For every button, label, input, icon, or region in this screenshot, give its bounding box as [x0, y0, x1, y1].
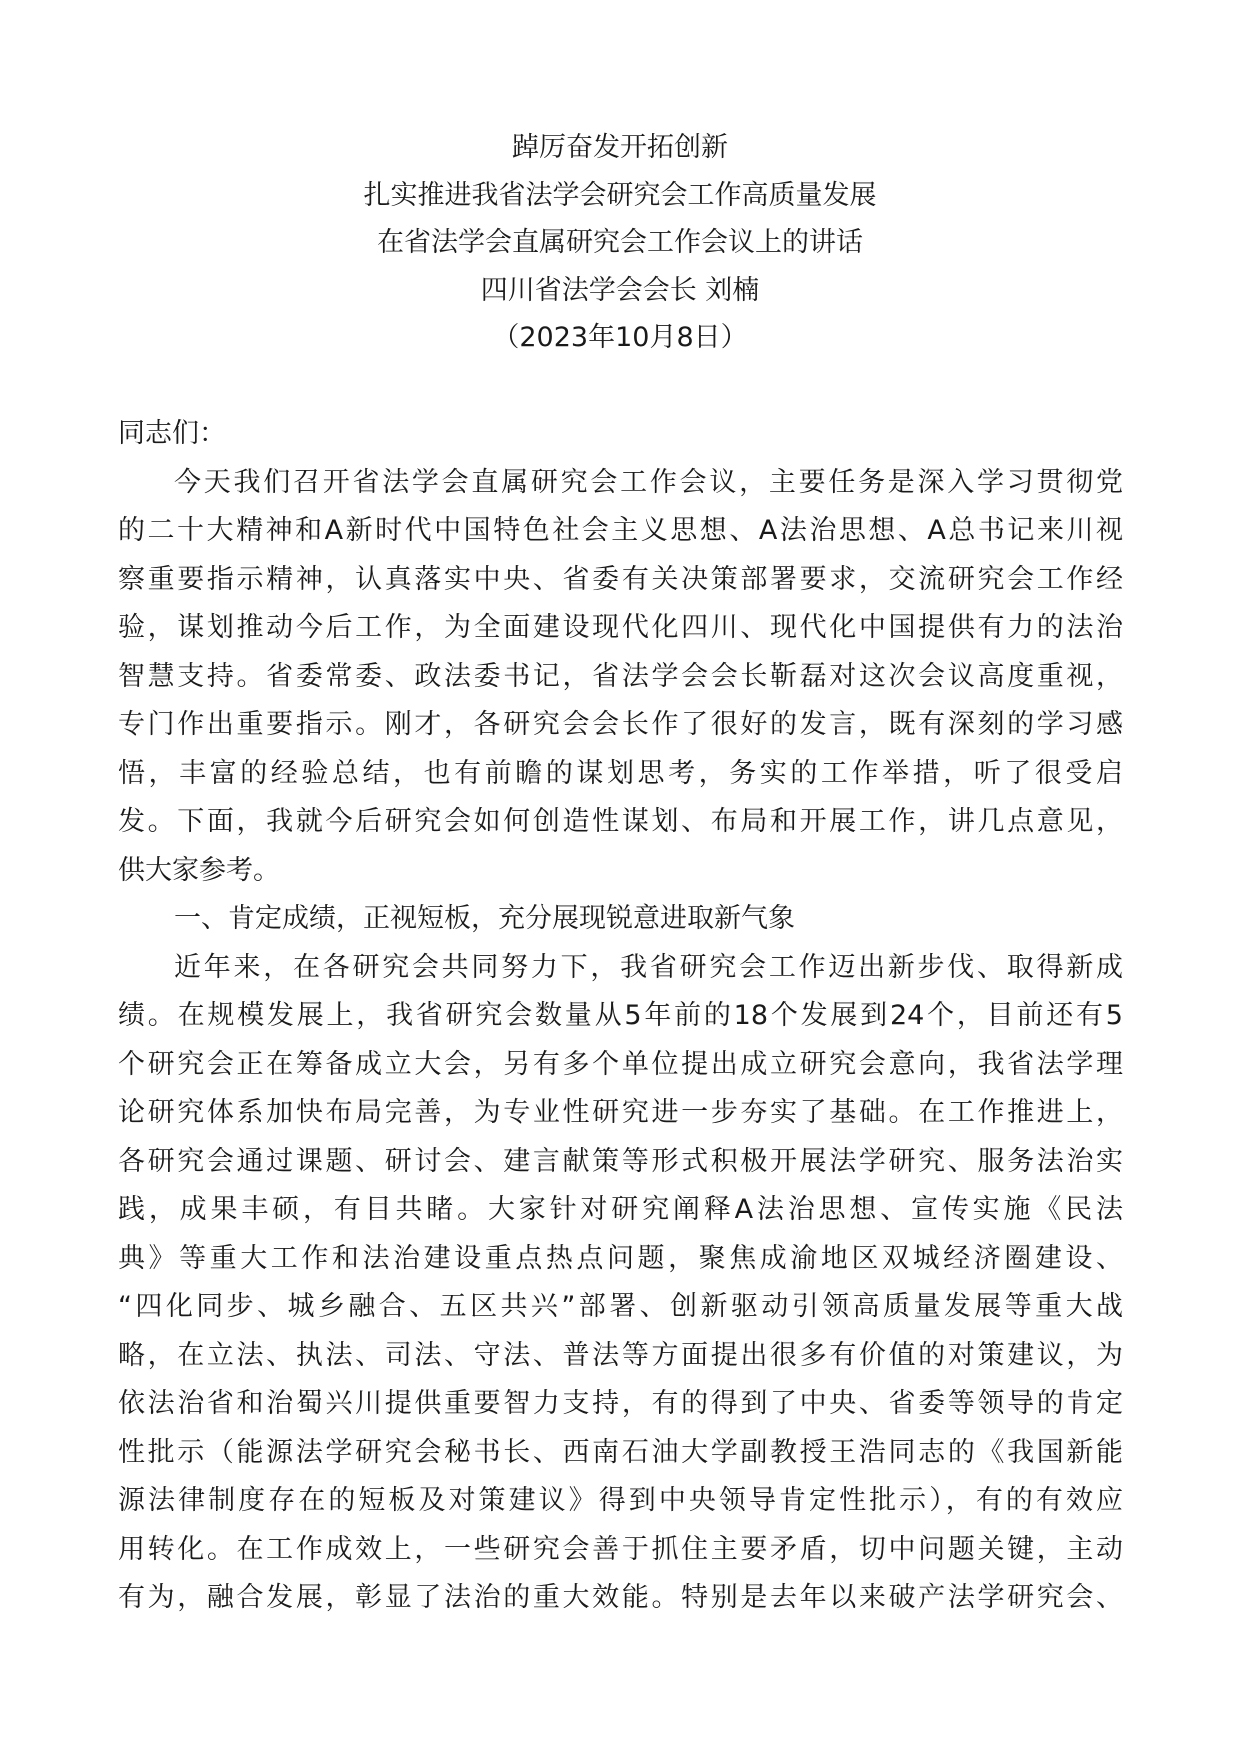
- text-line: 察重要指示精神，认真落实中央、省委有关决策部署要求，交流研究会工作经: [118, 563, 1123, 595]
- speech-title-block: [0, 124, 1240, 362]
- text-line: 践，成果丰硕，有目共睹。大家针对研究阐释A法治思想、宣传实施《民法: [118, 1194, 1123, 1225]
- text-line: 近年来，在各研究会共同努力下，我省研究会工作迈出新步伐、取得新成: [174, 951, 1123, 983]
- speech-body: [118, 410, 1123, 1623]
- text-line: 发。下面，我就今后研究会如何创造性谋划、布局和开展工作，讲几点意见，: [118, 806, 1123, 837]
- paragraph-achievements: [118, 944, 1123, 1623]
- speech-date: （2023年10月8日）: [492, 322, 748, 353]
- speaker-line: 四川省法学会会长 刘楠: [480, 274, 760, 306]
- text-line: 源法律制度存在的短板及对策建议》得到中央领导肯定性批示），有的有效应: [118, 1485, 1123, 1516]
- section-heading-1: 一、肯定成绩，正视短板，充分展现锐意进取新气象: [174, 903, 795, 934]
- text-line: 供大家参考。: [118, 854, 280, 886]
- text-line: 今天我们召开省法学会直属研究会工作会议，主要任务是深入学习贯彻党: [174, 466, 1123, 498]
- text-line: 验，谋划推动今后工作，为全面建设现代化四川、现代化中国提供有力的法治: [118, 612, 1123, 643]
- text-line: 各研究会通过课题、研讨会、建言献策等形式积极开展法学研究、服务法治实: [118, 1145, 1123, 1177]
- text-line: 有为，融合发展，彰显了法治的重大效能。特别是去年以来破产法学研究会、: [118, 1582, 1123, 1613]
- text-line: 用转化。在工作成效上，一些研究会善于抓住主要矛盾，切中问题关键，主动: [118, 1533, 1123, 1565]
- speech-subtitle: 扎实推进我省法学会研究会工作高质量发展: [363, 179, 877, 211]
- text-line: “四化同步、城乡融合、五区共兴”部署、创新驱动引领高质量发展等重大战: [118, 1291, 1123, 1322]
- speech-title: 踔厉奋发开拓创新: [512, 132, 728, 163]
- text-line: 依法治省和治蜀兴川提供重要智力支持，有的得到了中央、省委等领导的肯定: [118, 1388, 1123, 1419]
- text-line: 论研究体系加快布局完善，为专业性研究进一步夯实了基础。在工作推进上，: [118, 1097, 1123, 1128]
- text-line: 性批示（能源法学研究会秘书长、西南石油大学副教授王浩同志的《我国新能: [118, 1436, 1123, 1468]
- text-line: 绩。在规模发展上，我省研究会数量从5年前的18个发展到24个，目前还有5: [118, 1000, 1123, 1031]
- text-line: 典》等重大工作和法治建设重点热点问题，聚焦成渝地区双城经济圈建设、: [118, 1242, 1123, 1274]
- text-line: 悟，丰富的经验总结，也有前瞻的谋划思考，务实的工作举措，听了很受启: [118, 757, 1123, 789]
- text-line: 略，在立法、执法、司法、守法、普法等方面提出很多有价值的对策建议，为: [118, 1339, 1123, 1371]
- paragraph-intro: [118, 459, 1123, 896]
- text-line: 专门作出重要指示。刚才，各研究会会长作了很好的发言，既有深刻的学习感: [118, 709, 1123, 740]
- greeting: 同志们：: [118, 418, 226, 449]
- text-line: 的二十大精神和A新时代中国特色社会主义思想、A法治思想、A总书记来川视: [118, 515, 1123, 546]
- text-line: 智慧支持。省委常委、政法委书记，省法学会会长靳磊对这次会议高度重视，: [118, 660, 1123, 692]
- text-line: 个研究会正在筹备成立大会，另有多个单位提出成立研究会意向，我省法学理: [118, 1048, 1123, 1080]
- speech-occasion: 在省法学会直属研究会工作会议上的讲话: [377, 227, 863, 258]
